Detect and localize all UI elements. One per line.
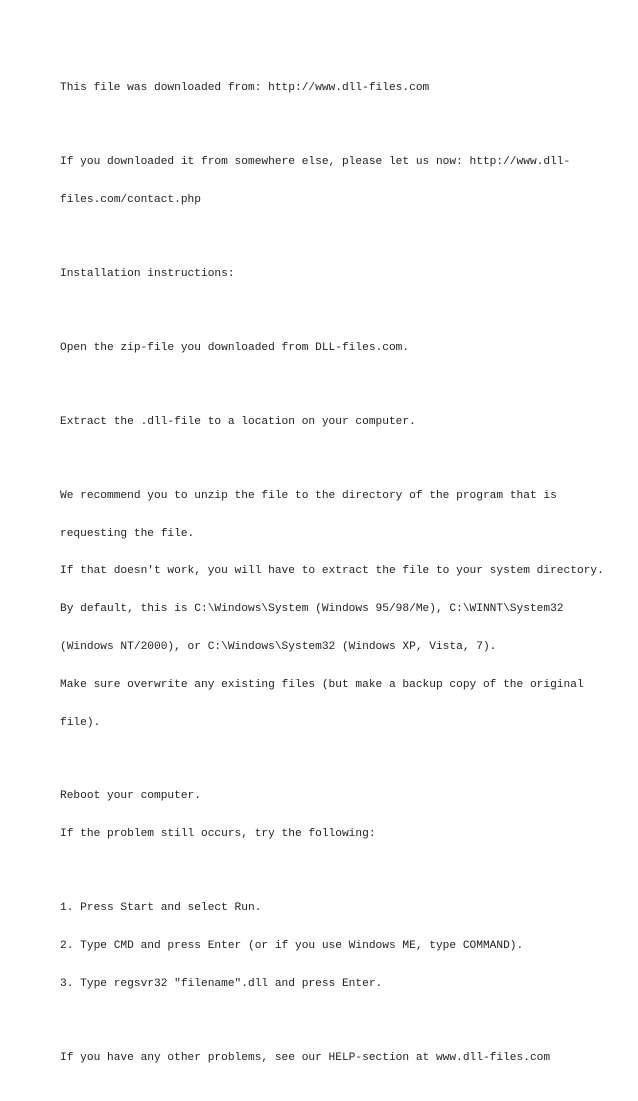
- help-paragraph: [60, 1027, 580, 1090]
- list-item: 2. Type CMD and press Enter (or if you use Windows ME, type COMMAND).: [60, 940, 524, 952]
- text-line: (Windows NT/2000), or C:\Windows\System32 (Windows XP, Vista, 7).: [60, 640, 497, 653]
- text-line: file).: [60, 716, 101, 729]
- text-line: Installation instructions:: [60, 267, 235, 280]
- text-line: If the problem still occurs, try the following:: [60, 828, 376, 841]
- text-line: Open the zip-file you downloaded from DLL-files.com.: [60, 341, 410, 354]
- text-line: files.com/contact.php: [60, 193, 201, 206]
- text-line: If you have any other problems, see our HELP-section at www.dll-files.com: [60, 1051, 551, 1064]
- installation-heading: [60, 243, 580, 306]
- list-item: 3. Type regsvr32 "filename".dll and press Enter.: [60, 977, 383, 990]
- download-source-paragraph: [60, 57, 580, 120]
- text-line: If you downloaded it from somewhere else, please let us now: http://www.dll-: [60, 156, 571, 169]
- extract-paragraph: [60, 391, 580, 454]
- recommendation-paragraph: [60, 465, 604, 755]
- text-line: This file was downloaded from: http://www.dll-files.com: [60, 82, 430, 95]
- list-item: 1. Press Start and select Run.: [60, 902, 262, 915]
- text-line: If that doesn't work, you will have to extract the file to your system directory.: [60, 565, 604, 578]
- text-line: requesting the file.: [60, 527, 195, 540]
- text-line: Extract the .dll-file to a location on your computer.: [60, 415, 416, 428]
- document-page: [60, 57, 604, 1101]
- text-line: Make sure overwrite any existing files (but make a backup copy of the original: [60, 678, 584, 691]
- text-line: Reboot your computer.: [60, 790, 201, 803]
- open-zip-paragraph: [60, 317, 580, 380]
- steps-list: [60, 877, 580, 1016]
- reboot-paragraph: [60, 765, 580, 866]
- text-line: We recommend you to unzip the file to the directory of the program that is: [60, 489, 557, 502]
- contact-paragraph: [60, 131, 580, 232]
- text-line: By default, this is C:\Windows\System (Windows 95/98/Me), C:\WINNT\System32: [60, 603, 564, 616]
